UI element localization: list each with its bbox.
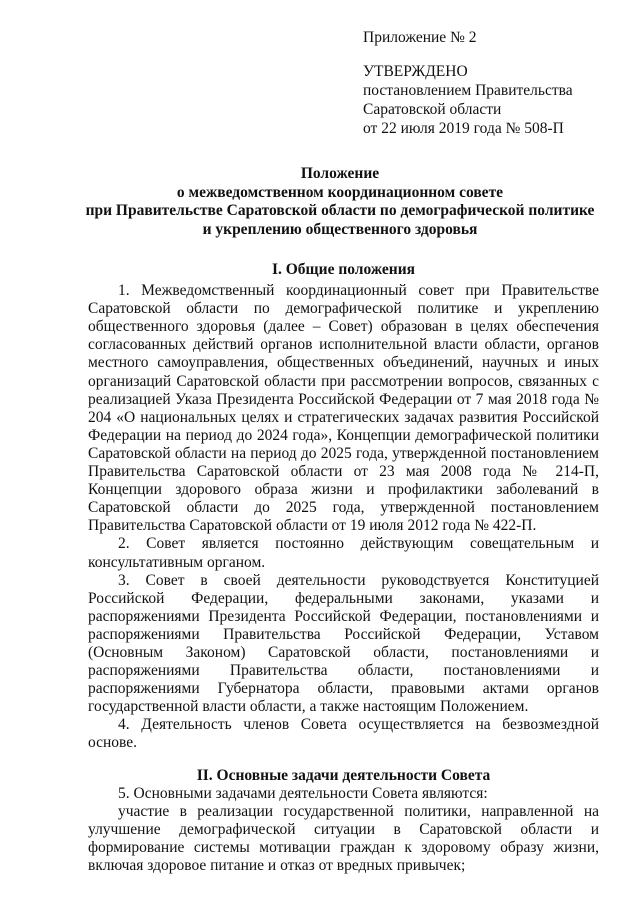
- title-line: Положение: [300, 165, 380, 182]
- appendix-label: Приложение № 2: [363, 29, 477, 46]
- section-heading-tasks: II. Основные задачи деятельности Совета: [196, 766, 491, 784]
- approved-line: от 22 июля 2019 года № 508-П: [363, 120, 564, 137]
- paragraph-1: 1. Межведомственный координационный совет при Правительстве Саратовской области по демографической политике и укреплению общественного здоровья (далее – Совет) образован в целях обеспечения согласованных действий органов исполнительной власти области, органов местного самоуправления, общественных объединений, научных и иных организаций Саратовской области при рассмотрении вопросов, связанных с реализацией Указа Президента Российской Федерации от 7 мая 2018 года № 204 «О национальных целях и стратегических задачах развития Российской Федерации на период до 2024 года», Концепции демографической политики Саратовской области на период до 2025 года, утвержденной постановлением Правительства Саратовской области от 23 мая 2008 года № 214-П, Концепции здорового образа жизни и профилактики заболеваний в Саратовской области до 2025 года, утвержденной постановлением Правительства Саратовской области от 19 июля 2012 года № 422-П.: [88, 282, 599, 535]
- document-body: [88, 261, 599, 875]
- paragraph-5-item: участие в реализации государственной политики, направленной на улучшение демографической ситуации в Саратовской области и формирование системы мотивации граждан к здоровому образу жизни, включая здоровое питание и отказ от вредных привычек;: [88, 802, 599, 874]
- section-spacer: [88, 753, 599, 767]
- approved-line: Саратовской области: [363, 101, 502, 118]
- paragraph-2: 2. Совет является постоянно действующим совещательным и консультативным органом.: [88, 535, 599, 571]
- document-title: [60, 165, 620, 239]
- section-heading-general: I. Общие положения: [271, 261, 416, 278]
- title-line: о межведомственном координационном совете: [176, 183, 504, 201]
- title-line: при Правительстве Саратовской области по демографической политике: [85, 202, 595, 219]
- approved-stamp: УТВЕРЖДЕНО: [363, 63, 468, 80]
- approved-line: постановлением Правительства: [363, 82, 573, 99]
- paragraph-4: 4. Деятельность членов Совета осуществляется на безвозмездной основе.: [88, 716, 599, 752]
- approval-block: [363, 62, 573, 138]
- title-line: и укреплению общественного здоровья: [202, 220, 478, 238]
- paragraph-3: 3. Совет в своей деятельности руководствуется Конституцией Российской Федерации, федеральными законами, указами и распоряжениями Президента Российской Федерации, постановлениями и распоряжениями Правительства Российской Федерации, Уставом (Основным Законом) Саратовской области, постановлениями и распоряжениями Правительства области, постановлениями и распоряжениями Губернатора области, правовыми актами органов государственной власти области, а также настоящим Положением.: [88, 571, 599, 716]
- paragraph-5: 5. Основными задачами деятельности Совета являются:: [118, 784, 488, 802]
